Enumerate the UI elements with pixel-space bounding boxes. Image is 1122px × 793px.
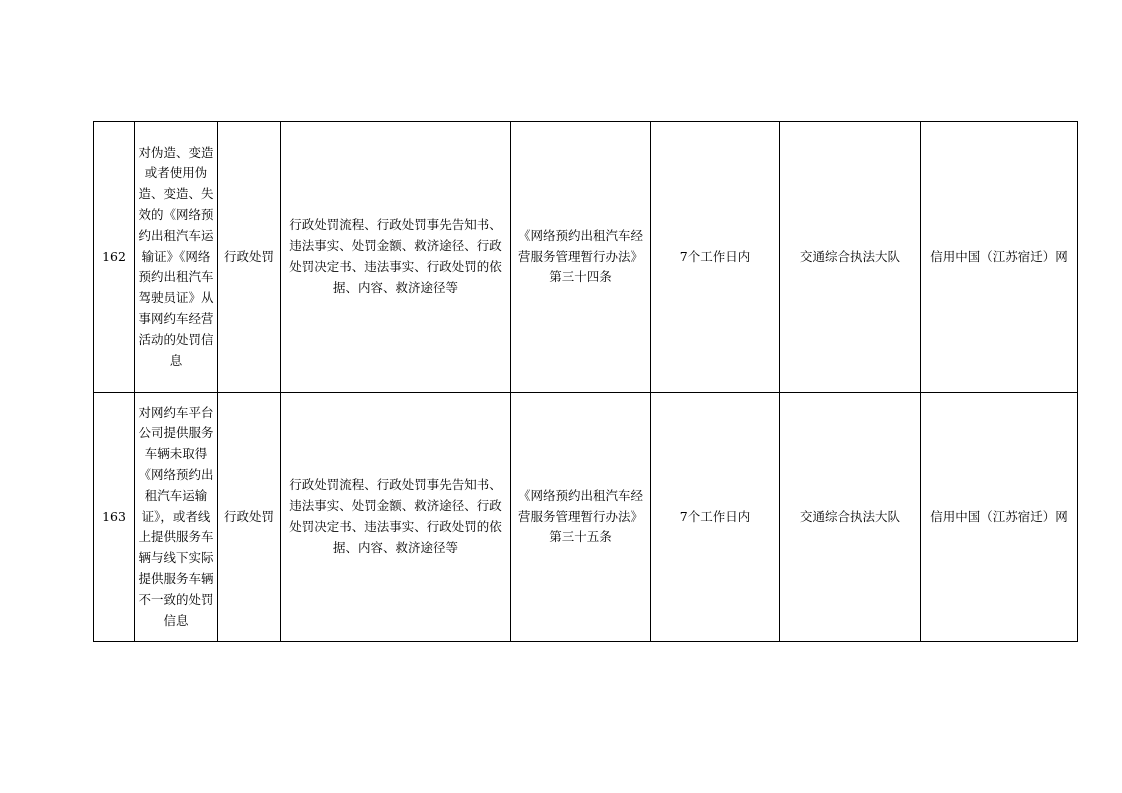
content-cell: 行政处罚流程、行政处罚事先告知书、违法事实、处罚金额、救济途径、行政处罚决定书、违法事实、行政处罚的依据、内容、救济途径等 xyxy=(281,122,511,393)
channel-cell: 信用中国（江苏宿迁）网 xyxy=(921,122,1078,393)
table-row xyxy=(94,393,1078,642)
time-limit-cell: 7个工作日内 xyxy=(651,122,780,393)
item-cell: 对网约车平台公司提供服务车辆未取得《网络预约出租汽车运输证》，或者线上提供服务车辆与线下实际提供服务车辆不一致的处罚信息 xyxy=(135,393,218,642)
row-number-cell: 162 xyxy=(94,122,135,393)
table-row xyxy=(94,122,1078,393)
basis-cell: 《网络预约出租汽车经营服务管理暂行办法》第三十四条 xyxy=(511,122,651,393)
time-limit-cell: 7个工作日内 xyxy=(651,393,780,642)
content-cell: 行政处罚流程、行政处罚事先告知书、违法事实、处罚金额、救济途径、行政处罚决定书、违法事实、行政处罚的依据、内容、救济途径等 xyxy=(281,393,511,642)
type-cell: 行政处罚 xyxy=(218,393,281,642)
item-cell: 对伪造、变造或者使用伪造、变造、失效的《网络预约出租汽车运输证》《网络预约出租汽车驾驶员证》从事网约车经营活动的处罚信息 xyxy=(135,122,218,393)
channel-cell: 信用中国（江苏宿迁）网 xyxy=(921,393,1078,642)
department-cell: 交通综合执法大队 xyxy=(780,393,921,642)
row-number-cell: 163 xyxy=(94,393,135,642)
type-cell: 行政处罚 xyxy=(218,122,281,393)
basis-cell: 《网络预约出租汽车经营服务管理暂行办法》第三十五条 xyxy=(511,393,651,642)
disclosure-table xyxy=(93,121,1078,642)
department-cell: 交通综合执法大队 xyxy=(780,122,921,393)
